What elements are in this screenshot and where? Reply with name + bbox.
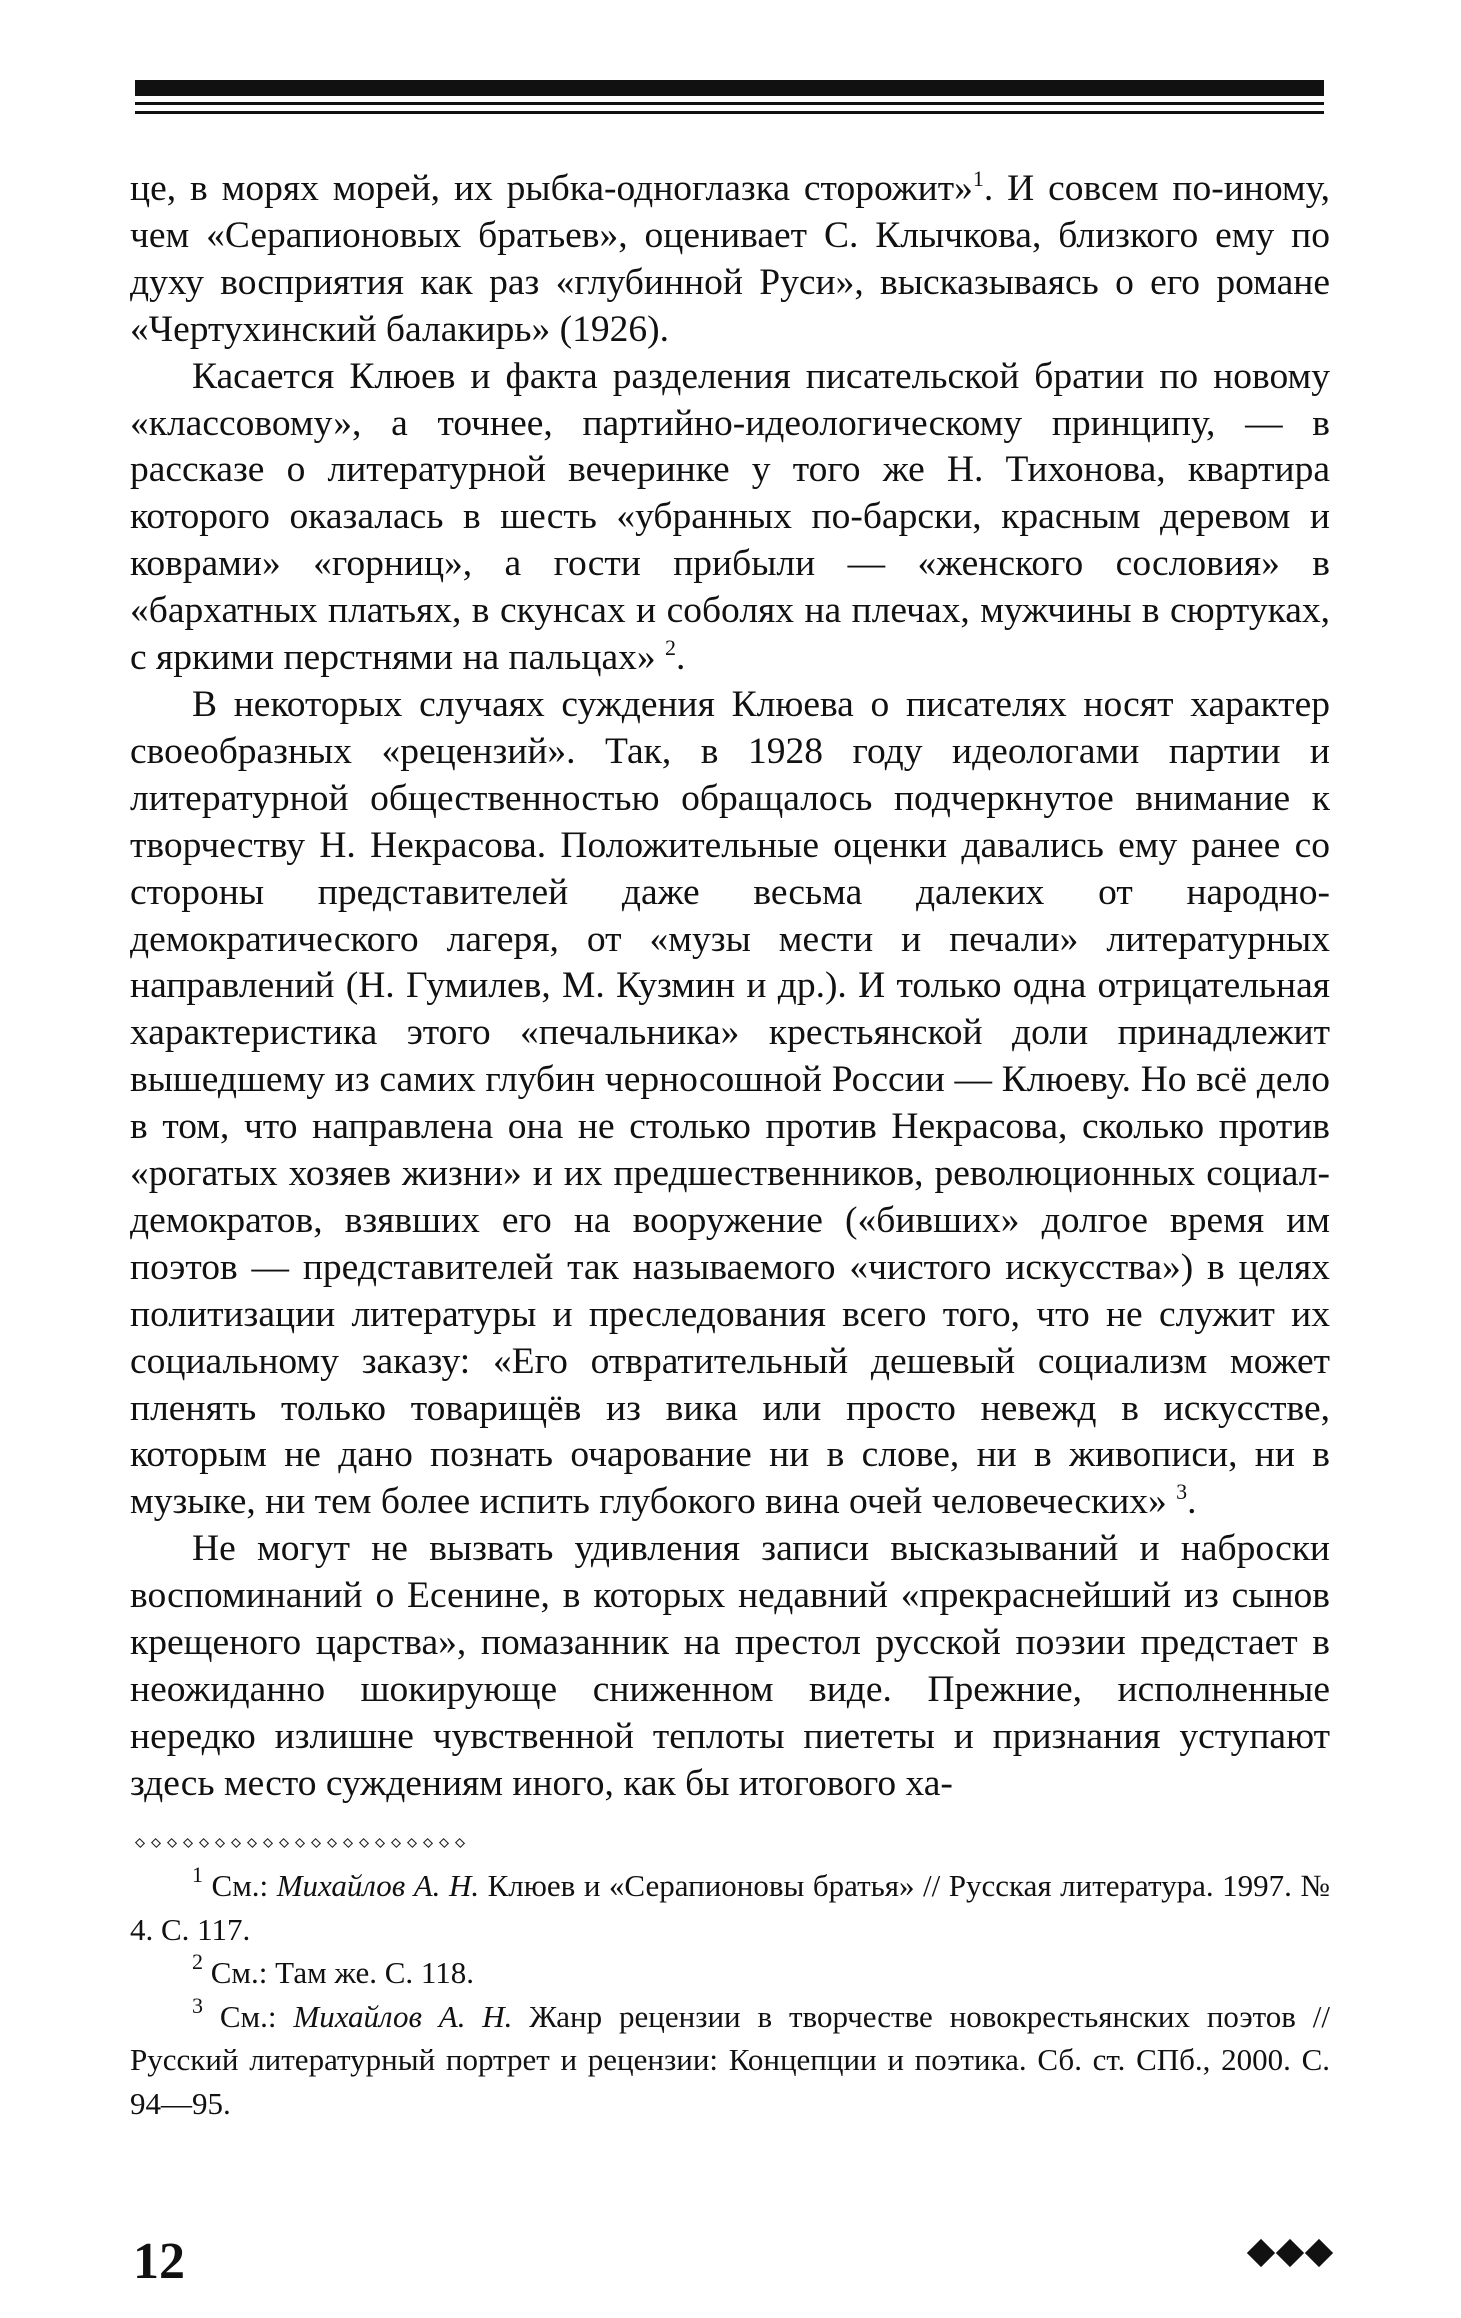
paragraph: це, в морях морей, их рыбка-одноглазка сторожит»$^1$. И совсем по-иному, чем «Серапионовых братьев», оценивает С. Клычкова, близкого ему по духу восприятия как раз «глубинной Руси», высказываясь о его романе «Чертухинский балакирь» (1926). xyxy=(130,166,1330,350)
paragraph: В некоторых случаях суждения Клюева о писателях носят характер своеобразных «рецензий». Так, в 1928 году идеологами партии и литературной общественностью обращалось подчеркнутое внимание к творчеству Н. Некрасова. Положительные оценки давались ему ранее со стороны представителей даже весьма далеких от народно-демократического лагеря, от «музы мести и печали» литературных направлений (Н. Гумилев, М. Кузмин и др.). И только одна отрицательная характеристика этого «печальника» крестьянской доли принадлежит вышедшему из самих глубин черносошной России — Клюеву. Но всё дело в том, что направлена она не столько против Некрасова, сколько против «рогатых хозяев жизни» и их предшественников, революционных социал-демократов, взявших его на вооружение («бивших» долгое время им поэтов — представителей так называемого «чистого искусства») в целях политизации литературы и преследования всего того, что не служит их социальному заказу: «Его отвратительный дешевый социализм может пленять только товарищёв из вика или просто невежд в искусстве, которым не дано познать очарование ни в слове, ни в живописи, ни в музыке, ни тем более испить глубокого вина очей человеческих» $^3$. xyxy=(130,683,1330,1523)
paragraph: Касается Клюев и факта разделения писательской братии по новому «классовому», а точнее, партийно-идеологическому принципу, — в рассказе о литературной вечеринке у того же Н. Тихонова, квартира которого оказалась в шесть «убранных по-барски, красным деревом и коврами» «горниц», а гости прибыли — «женского сословия» в «бархатных платьях, в скунсах и соболях на плечах, мужчины в сюртуках, с яркими перстнями на пальцах» $^2$. xyxy=(130,355,1330,679)
header-rule-thin xyxy=(135,111,1324,114)
header-rule-thin xyxy=(135,102,1324,105)
footnote-ref[interactable]: 3 xyxy=(1176,1479,1188,1505)
footnote: $^1$ См.: Михайлов А. Н. Клюев и «Серапионовы братья» // Русская литература. 1997. № 4. С. 117. xyxy=(130,1862,1330,1947)
footnote-separator-ornament xyxy=(133,1832,473,1854)
footnote: $^3$ См.: Михайлов А. Н. Жанр рецензии в творчестве новокрестьянских поэтов // Русский литературный портрет и рецензии: Концепции и поэтика. Сб. ст. СПб., 2000. С. 94—95. xyxy=(130,1992,1330,2121)
header-rule xyxy=(135,80,1324,114)
footnote-ref[interactable]: 2 xyxy=(665,635,676,661)
header-rule-thick xyxy=(135,80,1324,96)
paragraph: Не могут не вызвать удивления записи высказываний и наброски воспоминаний о Есенине, в которых недавний «прекраснейший из сынов крещеного царства», помазанник на престол русской поэзии предстает в неожиданно шокирующе сниженном виде. Прежние, исполненные нередко излишне чувственной теплоты пиететы и признания уступают здесь место суждениям иного, как бы итогового ха- xyxy=(130,1528,1330,1804)
diamond-ornament-icon xyxy=(1251,2243,1329,2263)
page-number: 12 xyxy=(133,2233,185,2290)
footnotes xyxy=(130,1864,1330,2126)
footnote: $^2$ См.: Там же. С. 118. xyxy=(192,1949,475,1991)
body-text xyxy=(130,166,1330,1808)
footnote-ref[interactable]: 1 xyxy=(972,166,984,191)
